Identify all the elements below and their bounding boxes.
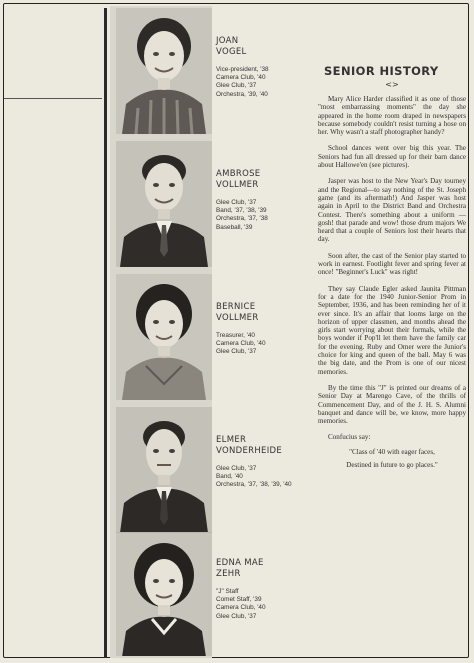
senior-info — [216, 435, 312, 490]
activity-list — [216, 465, 312, 490]
activity-item: Band, '40 — [216, 473, 243, 481]
activity-item: "J" Staff — [216, 588, 239, 595]
activity-item: Band, '37, '38, '39 — [216, 207, 267, 215]
senior-name: VONDERHEIDE — [216, 446, 283, 456]
activity-item: Glee Club, '37 — [216, 348, 257, 356]
portrait-boy-2 — [116, 407, 212, 533]
activity-item: Orchestra, '37, '38, '39, '40 — [216, 481, 292, 489]
senior-name: AMBROSE — [216, 169, 261, 179]
activity-item: Vice-president, '38 — [216, 66, 269, 73]
history-paragraph: Soon after, the cast of the Senior play started to work in earnest. Footlight fever and spring fever at once! "Beginner's Luck" was right! — [318, 251, 466, 277]
portrait-girl-3 — [116, 532, 212, 656]
senior-entry — [110, 272, 310, 402]
confucius-line: Confucius say: — [328, 433, 371, 442]
senior-name: VOGEL — [216, 47, 247, 57]
activity-item: Camera Club, '40 — [216, 604, 266, 612]
activity-list — [216, 332, 312, 357]
activity-item: Camera Club, '40 — [216, 340, 266, 348]
senior-name: VOLLMER — [216, 313, 259, 323]
activity-item: Glee Club, '37 — [216, 612, 257, 620]
senior-info — [216, 36, 312, 99]
senior-info — [216, 302, 312, 357]
senior-portrait — [116, 532, 212, 656]
portrait-boy-1 — [116, 141, 212, 267]
senior-entry — [110, 530, 310, 660]
margin-rule — [4, 98, 102, 99]
verse-line: Destined in future to go places." — [346, 460, 438, 469]
activity-item: Glee Club, '37 — [216, 199, 257, 206]
activity-item: Baseball, '39 — [216, 223, 253, 231]
senior-name: VOLLMER — [216, 180, 259, 190]
portrait-girl-1 — [116, 8, 212, 134]
senior-info — [216, 169, 312, 232]
senior-portrait — [116, 8, 212, 134]
senior-name: EDNA MAE — [216, 558, 264, 568]
ornament-icon: <> — [385, 80, 399, 89]
activity-item: Treasurer, '40 — [216, 332, 255, 339]
activity-item: Orchestra, '37, '38 — [216, 215, 268, 223]
history-paragraph: By the time this "J" is printed our dreams of a Senior Day at Marengo Cave, of the thrills of Commencement Day, and of the J. H. S. Alumni banquet and dance will be, we know, more happy memories. — [318, 383, 466, 426]
activity-list — [216, 66, 312, 99]
activity-item: Comet Staff, '39 — [216, 596, 262, 604]
senior-entry — [110, 139, 310, 269]
history-paragraph: Mary Alice Harder classified it as one of those "most embarrassing moments" the day she appeared in the home room draped in newspapers because somebody couldn't resist turning a hose on her. Why wasn't a staff photographer handy? — [318, 95, 466, 137]
senior-portrait — [116, 274, 212, 400]
senior-history — [318, 64, 466, 474]
activity-item: Orchestra, '39, '40 — [216, 90, 268, 98]
senior-name: ZEHR — [216, 569, 241, 579]
senior-name: BERNICE — [216, 302, 256, 312]
activity-item: Glee Club, '37 — [216, 465, 257, 472]
senior-portrait — [116, 141, 212, 267]
senior-name: JOAN — [216, 36, 239, 46]
portrait-girl-2 — [116, 274, 212, 400]
senior-info — [216, 558, 312, 621]
activity-item: Camera Club, '40 — [216, 74, 266, 82]
senior-entry — [110, 405, 310, 535]
history-paragraph: Jasper was host to the New Year's Day tourney and the Regional—to say nothing of the St. Joseph game (and its aftermath!) And Jasper was host again in April to the District Band and Orchestra Contest. There's something about a uniform —gosh! that parade and wow! those drum majors We heard that a couple of Seniors lost their hearts that day. — [318, 177, 466, 244]
senior-entry — [110, 6, 310, 136]
history-paragraph: School dances went over big this year. The Seniors had fun all dressed up for their barn dance about Hallowe'en (see pictures). — [318, 144, 466, 170]
gutter-rule — [104, 8, 107, 658]
history-title: SENIOR HISTORY — [324, 64, 439, 78]
activity-list — [216, 199, 312, 232]
senior-portrait — [116, 407, 212, 533]
verse-line: "Class of '40 with eager faces, — [349, 447, 435, 456]
activity-item: Glee Club, '37 — [216, 82, 257, 90]
activity-list — [216, 588, 312, 621]
senior-name: ELMER — [216, 435, 247, 445]
history-paragraph: They say Claude Egler asked Jaunita Pittman for a date for the 1940 Junior-Senior Prom in September, 1936, and has been reminding her of it ever since. It's an affair that looms large on the horizon of upper classmen, and months ahead the girls start worrying about their formals, while the boys wonder if Pop'll let them have the family car for the evening. Ruby and Omer were the Junior's choice for king and queen of the ball. May 6 was the big date, and the Prom is one of our nicest memories. — [318, 284, 466, 376]
